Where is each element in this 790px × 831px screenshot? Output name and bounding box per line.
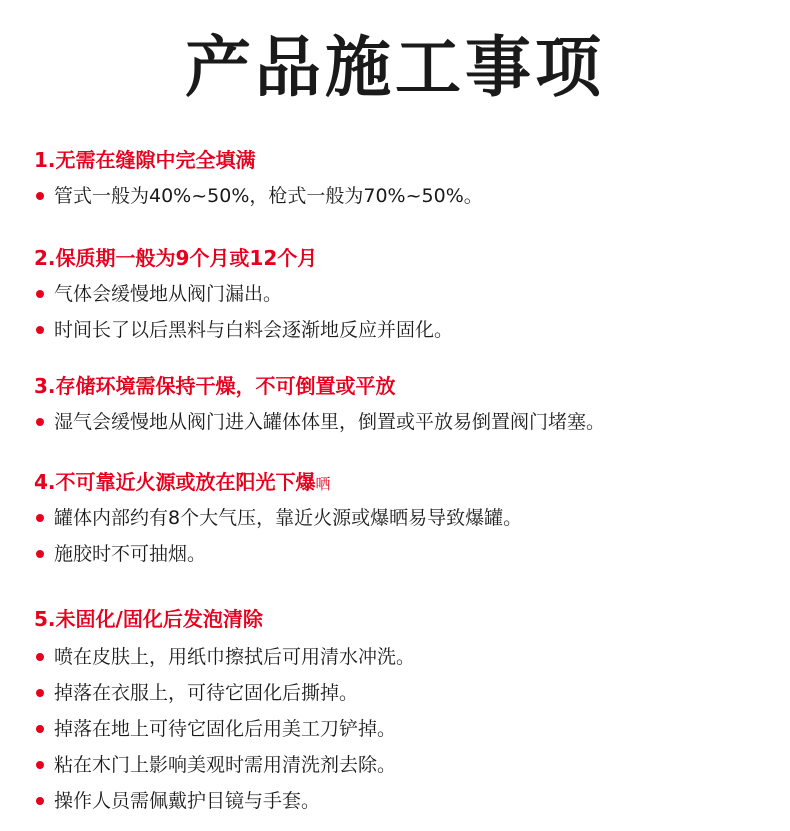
list-item xyxy=(34,787,774,815)
section-heading xyxy=(34,468,774,496)
list-item-text: 掉落在衣服上，可待它固化后撕掉。 xyxy=(54,682,359,704)
section-heading-tail: 哂 xyxy=(315,475,331,493)
bullet-icon xyxy=(36,797,44,805)
section-2 xyxy=(34,244,774,344)
bullet-icon xyxy=(36,290,44,298)
page-title: 产品施工事项 xyxy=(185,29,605,106)
bullet-icon xyxy=(36,514,44,522)
section-heading-text: 5.未固化/固化后发泡清除 xyxy=(34,607,263,631)
list-item-text: 施胶时不可抽烟。 xyxy=(54,543,207,565)
bullet-icon xyxy=(36,192,44,200)
list-item-text: 管式一般为40%~50%，枪式一般为70%~50%。 xyxy=(54,185,483,207)
bullet-icon xyxy=(36,689,44,697)
bullet-icon xyxy=(36,550,44,558)
bullet-icon xyxy=(36,326,44,334)
list-item xyxy=(34,280,774,308)
list-item xyxy=(34,715,774,743)
bullet-icon xyxy=(36,725,44,733)
section-1 xyxy=(34,146,774,210)
section-4 xyxy=(34,468,774,568)
section-heading xyxy=(34,146,774,174)
list-item-text: 湿气会缓慢地从阀门进入罐体体里，倒置或平放易倒置阀门堵塞。 xyxy=(54,411,606,433)
bullet-icon xyxy=(36,653,44,661)
bullet-icon xyxy=(36,761,44,769)
list-item-text: 掉落在地上可待它固化后用美工刀铲掉。 xyxy=(54,718,397,740)
section-heading xyxy=(34,605,774,633)
list-item-text: 气体会缓慢地从阀门漏出。 xyxy=(54,283,283,305)
list-item-text: 时间长了以后黑料与白料会逐渐地反应并固化。 xyxy=(54,319,454,341)
list-item-text: 喷在皮肤上，用纸巾擦拭后可用清水冲洗。 xyxy=(54,646,416,668)
section-5 xyxy=(34,605,774,815)
list-item xyxy=(34,751,774,779)
list-item xyxy=(34,504,774,532)
list-item xyxy=(34,643,774,671)
list-item-text: 罐体内部约有8个大气压，靠近火源或爆晒易导致爆罐。 xyxy=(54,507,523,529)
list-item xyxy=(34,679,774,707)
list-item xyxy=(34,408,774,436)
bullet-icon xyxy=(36,418,44,426)
list-item xyxy=(34,540,774,568)
list-item-text: 操作人员需佩戴护目镜与手套。 xyxy=(54,790,321,812)
section-heading-text: 2.保质期一般为9个月或12个月 xyxy=(34,246,318,270)
section-heading-text: 1.无需在缝隙中完全填满 xyxy=(34,148,256,172)
list-item xyxy=(34,316,774,344)
section-heading xyxy=(34,372,774,400)
section-heading-text: 4.不可靠近火源或放在阳光下爆 xyxy=(34,470,316,494)
list-item xyxy=(34,182,774,210)
section-heading xyxy=(34,244,774,272)
section-3 xyxy=(34,372,774,436)
section-heading-text: 3.存储环境需保持干燥，不可倒置或平放 xyxy=(34,374,396,398)
list-item-text: 粘在木门上影响美观时需用清洗剂去除。 xyxy=(54,754,397,776)
